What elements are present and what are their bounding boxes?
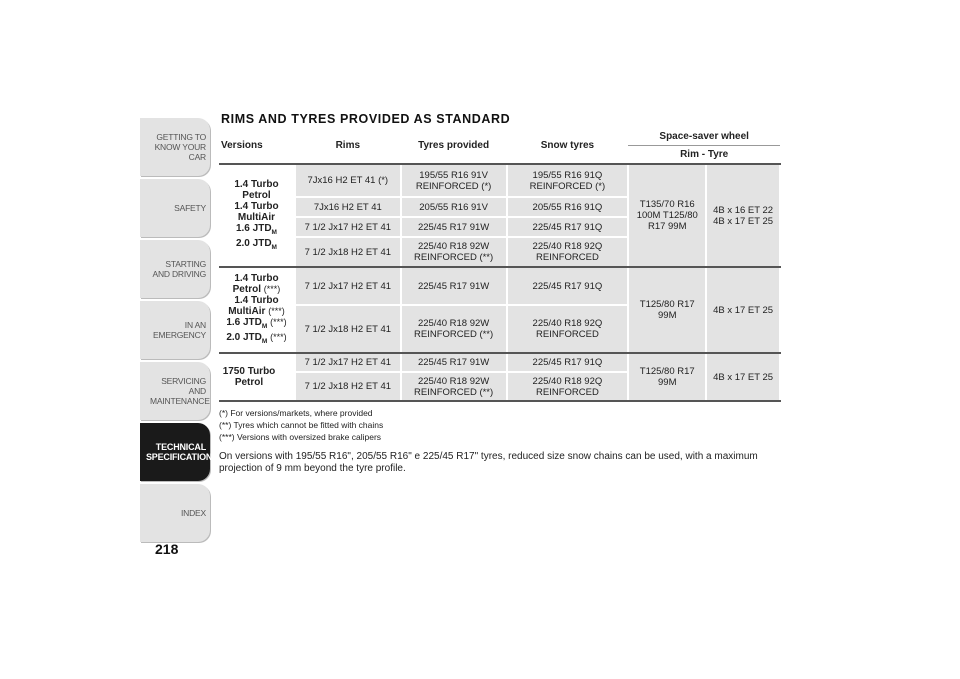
tyre-cell: 225/45 R17 91W <box>401 217 507 237</box>
rim-cell: 7 1/2 Jx17 H2 ET 41 <box>295 217 401 237</box>
page-number: 218 <box>155 541 179 557</box>
table-row <box>219 164 780 197</box>
snow-tyre-cell: 225/45 R17 91Q <box>507 267 629 305</box>
version-name: 1.4 Turbo MultiAir <box>234 200 279 223</box>
versions-cell <box>219 267 295 353</box>
footnote: (**) Tyres which cannot be fitted with chains <box>219 420 384 430</box>
versions-cell <box>219 164 295 267</box>
rim-cell: 7 1/2 Jx17 H2 ET 41 <box>295 353 401 372</box>
tyre-cell: 195/55 R16 91V REINFORCED (*) <box>401 164 507 197</box>
version-name: 1.4 Turbo Petrol <box>234 178 279 201</box>
space-saver-rim-cell: 4B x 17 ET 25 <box>706 353 780 401</box>
space-saver-tyre-cell: T125/80 R17 99M <box>628 353 706 401</box>
rim-cell: 7Jx16 H2 ET 41 <box>295 197 401 217</box>
snow-tyre-cell: 225/45 R17 91Q <box>507 217 629 237</box>
tab-servicing-and-maintenance[interactable]: SERVICING AND MAINTENANCE <box>140 362 210 420</box>
version-name: 1.4 Turbo Petrol (***) <box>232 273 281 295</box>
tab-getting-to-know-your-car[interactable]: GETTING TO KNOW YOUR CAR <box>140 118 210 176</box>
rim-cell: 7 1/2 Jx18 H2 ET 41 <box>295 372 401 401</box>
snow-tyre-cell: 195/55 R16 91Q REINFORCED (*) <box>507 164 629 197</box>
footnotes <box>219 407 383 443</box>
table-header-row <box>219 127 780 146</box>
space-saver-tyre-cell: T125/80 R17 99M <box>628 267 706 353</box>
version-name: 1.6 $JTD_M$ (***) <box>226 317 287 330</box>
table-row <box>219 267 780 305</box>
version-name: 2.0 $JTD_M$ (***) <box>226 332 287 345</box>
space-saver-tyre-cell: T135/70 R16 100M T125/80 R17 99M <box>628 164 706 267</box>
tab-safety[interactable]: SAFETY <box>140 179 210 237</box>
snow-tyre-cell: 225/40 R18 92Q REINFORCED <box>507 305 629 353</box>
tyre-cell: 225/40 R18 92W REINFORCED (**) <box>401 372 507 401</box>
version-name: 1.6 $JTD_M$ <box>235 222 277 236</box>
tab-technical-specifications[interactable]: TECHNICAL SPECIFICATIONS <box>140 423 210 481</box>
tab-index[interactable]: INDEX <box>140 484 210 542</box>
versions-cell <box>219 353 295 401</box>
version-name: 1750 Turbo Petrol <box>222 366 276 388</box>
tyre-cell: 205/55 R16 91V <box>401 197 507 217</box>
space-saver-rim-cell: 4B x 16 ET 22 4B x 17 ET 25 <box>706 164 780 267</box>
snow-tyre-cell: 205/55 R16 91Q <box>507 197 629 217</box>
rim-cell: 7Jx16 H2 ET 41 (*) <box>295 164 401 197</box>
footnote: (*) For versions/markets, where provided <box>219 408 373 418</box>
header-space-saver: Space-saver wheel <box>628 127 780 146</box>
snow-tyre-cell: 225/40 R18 92Q REINFORCED <box>507 237 629 267</box>
header-tyres: Tyres provided <box>401 127 507 164</box>
snow-chain-note: On versions with 195/55 R16", 205/55 R16" e 225/45 R17" tyres, reduced size snow chains can be used, with a maximum projection of 9 mm beyond the tyre profile. <box>219 451 758 474</box>
rim-cell: 7 1/2 Jx18 H2 ET 41 <box>295 237 401 267</box>
header-snow-tyres: Snow tyres <box>507 127 629 164</box>
rims-tyres-table <box>219 127 781 402</box>
page-title: RIMS AND TYRES PROVIDED AS STANDARD <box>221 112 511 126</box>
header-rim-tyre: Rim - Tyre <box>628 146 780 165</box>
table-row <box>219 353 780 372</box>
tyre-cell: 225/45 R17 91W <box>401 353 507 372</box>
snow-tyre-cell: 225/45 R17 91Q <box>507 353 629 372</box>
rim-cell: 7 1/2 Jx17 H2 ET 41 <box>295 267 401 305</box>
footnote: (***) Versions with oversized brake calipers <box>219 432 382 442</box>
tab-in-an-emergency[interactable]: IN AN EMERGENCY <box>140 301 210 359</box>
space-saver-rim-cell: 4B x 17 ET 25 <box>706 267 780 353</box>
tab-starting-and-driving[interactable]: STARTING AND DRIVING <box>140 240 210 298</box>
snow-tyre-cell: 225/40 R18 92Q REINFORCED <box>507 372 629 401</box>
tyre-cell: 225/40 R18 92W REINFORCED (**) <box>401 305 507 353</box>
tyre-cell: 225/40 R18 92W REINFORCED (**) <box>401 237 507 267</box>
rim-cell: 7 1/2 Jx18 H2 ET 41 <box>295 305 401 353</box>
header-versions: Versions <box>219 127 295 164</box>
tyre-cell: 225/45 R17 91W <box>401 267 507 305</box>
header-rims: Rims <box>295 127 401 164</box>
version-name: 2.0 $JTD_M$ <box>235 237 277 251</box>
version-name: 1.4 Turbo MultiAir (***) <box>228 295 285 317</box>
